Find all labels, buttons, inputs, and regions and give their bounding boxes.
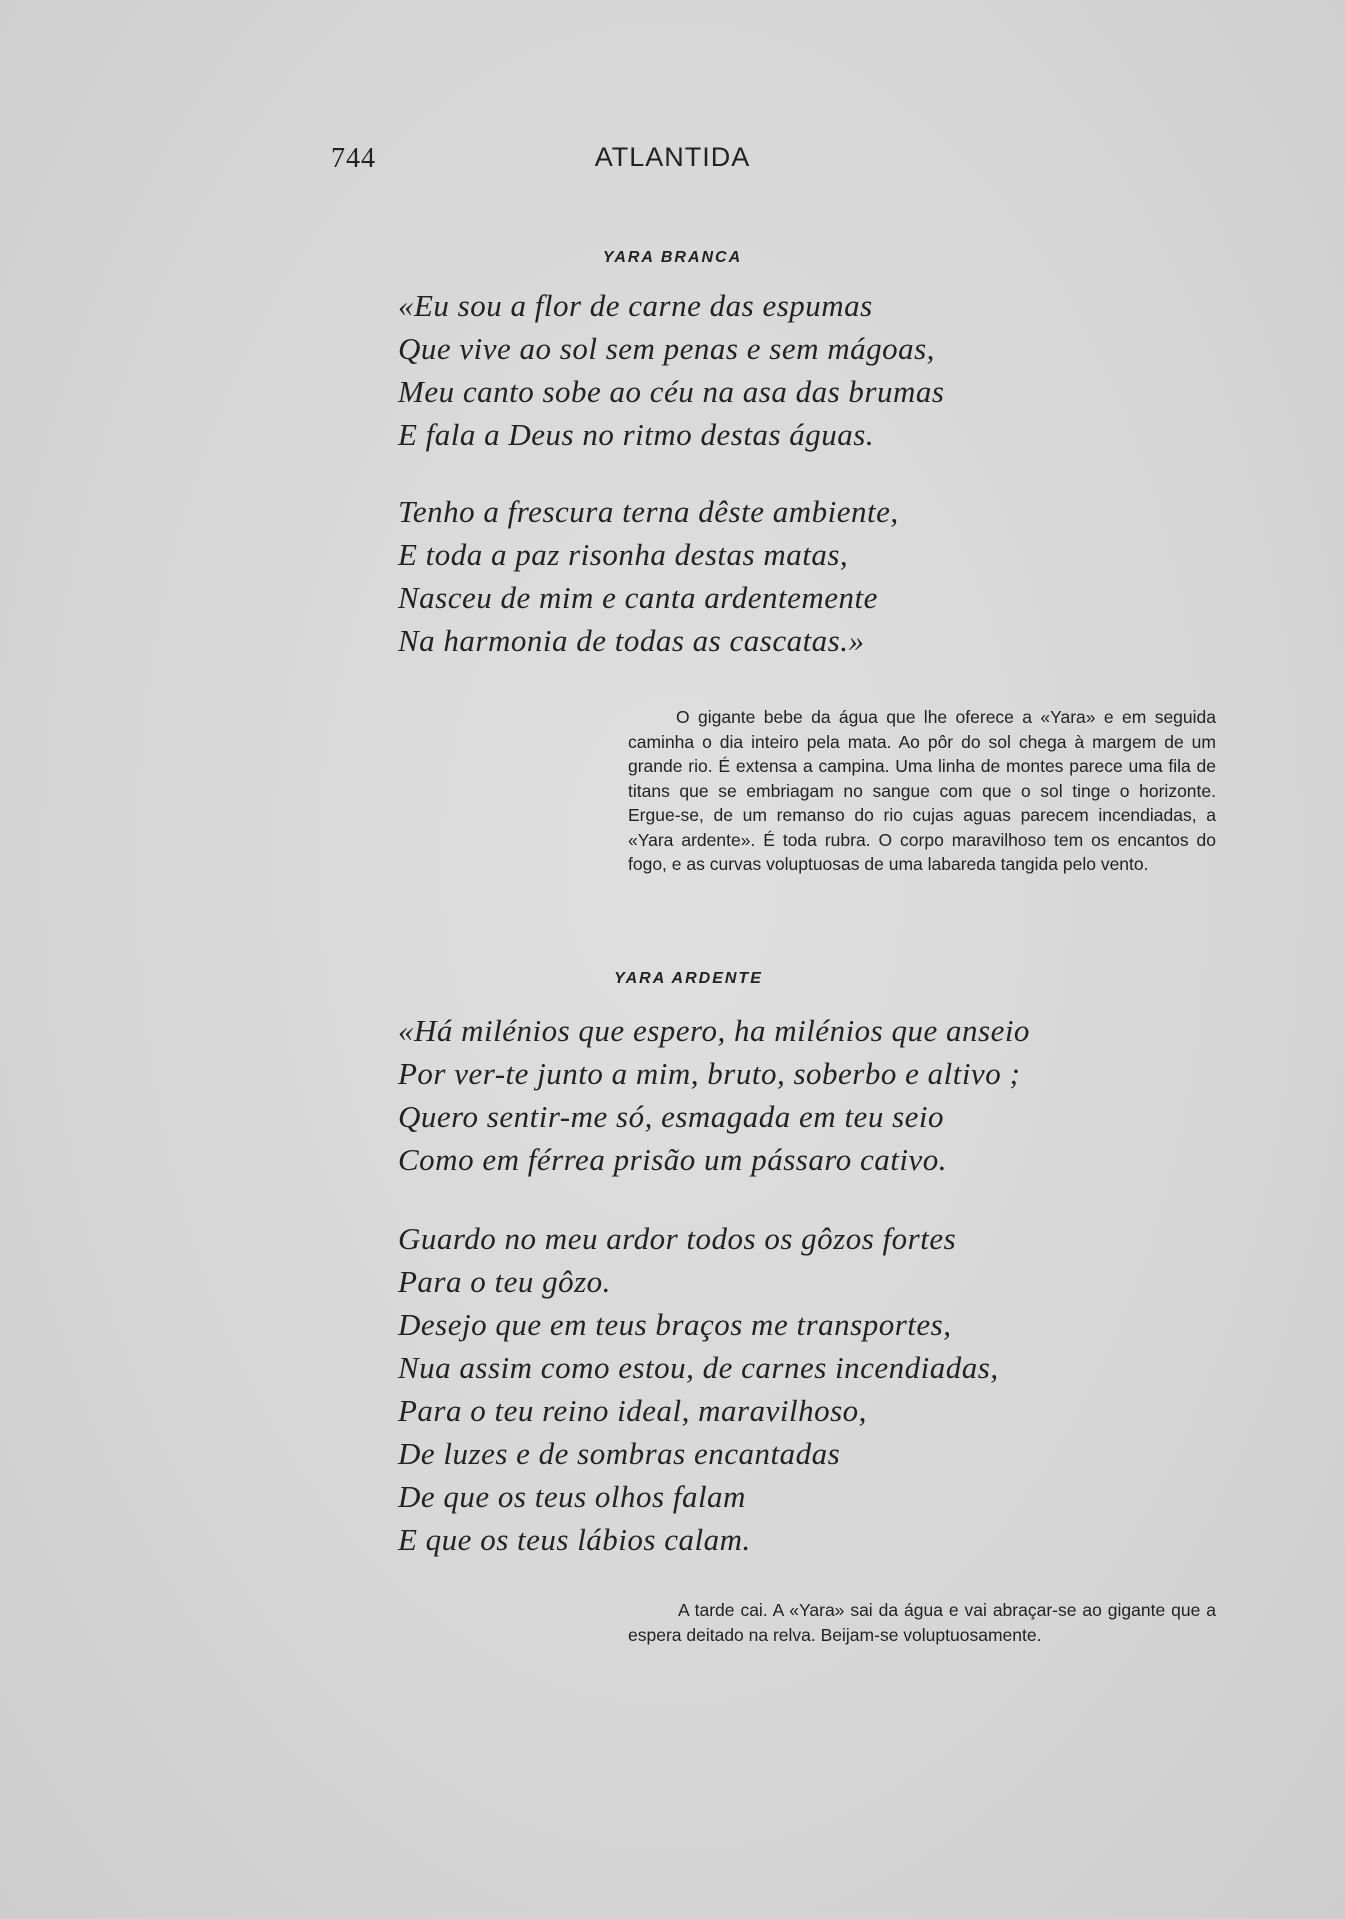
section-heading-yara-branca: YARA BRANCA bbox=[602, 249, 743, 266]
stanza-2 bbox=[398, 490, 1158, 662]
verse-line: Tenho a frescura terna dêste ambiente, bbox=[398, 494, 899, 529]
stanza-3 bbox=[398, 1009, 1158, 1181]
running-title: ATLANTIDA bbox=[594, 142, 751, 172]
verse-line: Quero sentir-me só, esmagada em teu seio bbox=[398, 1099, 945, 1134]
verse-line: Como em férrea prisão um pássaro cativo. bbox=[398, 1142, 947, 1177]
section-heading-yara-ardente: YARA ARDENTE bbox=[614, 970, 763, 987]
page-number: 744 bbox=[331, 143, 376, 174]
prose-paragraph-1: O gigante bebe da água que lhe oferece a «Yara» e em seguida caminha o dia inteiro pela mata. Ao pôr do sol chega à margem de um grande rio. É extensa a campina. Uma linha de montes parece uma fila de titans que se embriagam no sangue com que o sol tinge o horizonte. Ergue-se, de um remanso do rio cujas aguas parecem incendiadas, a «Yara ardente». É toda rubra. O corpo maravilhoso tem os encantos do fogo, e as curvas voluptuosas de uma labareda tangida pelo vento. bbox=[628, 707, 1216, 874]
verse-line: «Eu sou a flor de carne das espumas bbox=[398, 288, 873, 323]
stanza-1 bbox=[398, 284, 1158, 456]
prose-paragraph-2: A tarde cai. A «Yara» sai da água e vai abraçar-se ao gigante que a espera deitado na relva. Beijam-se voluptuosamente. bbox=[628, 1600, 1216, 1645]
verse-line: Nasceu de mim e canta ardentemente bbox=[398, 580, 878, 615]
verse-line: E fala a Deus no ritmo destas águas. bbox=[398, 417, 875, 452]
verse-line: Meu canto sobe ao céu na asa das brumas bbox=[398, 374, 945, 409]
verse-line: Por ver-te junto a mim, bruto, soberbo e altivo ; bbox=[398, 1056, 1021, 1091]
verse-line: Para o teu reino ideal, maravilhoso, bbox=[398, 1393, 867, 1428]
verse-line: Na harmonia de todas as cascatas.» bbox=[398, 623, 865, 658]
verse-line: De luzes e de sombras encantadas bbox=[398, 1436, 841, 1471]
verse-line: Nua assim como estou, de carnes incendiadas, bbox=[398, 1350, 999, 1385]
verse-line: Que vive ao sol sem penas e sem mágoas, bbox=[398, 331, 935, 366]
stanza-4 bbox=[398, 1217, 1158, 1561]
verse-line: De que os teus olhos falam bbox=[398, 1479, 746, 1514]
verse-line: Desejo que em teus braços me transportes, bbox=[398, 1307, 952, 1342]
verse-line: E toda a paz risonha destas matas, bbox=[398, 537, 849, 572]
verse-line: «Há milénios que espero, ha milénios que anseio bbox=[398, 1013, 1030, 1048]
verse-line: E que os teus lábios calam. bbox=[398, 1522, 751, 1557]
verse-line: Guardo no meu ardor todos os gôzos fortes bbox=[398, 1221, 957, 1256]
verse-line: Para o teu gôzo. bbox=[398, 1264, 611, 1299]
